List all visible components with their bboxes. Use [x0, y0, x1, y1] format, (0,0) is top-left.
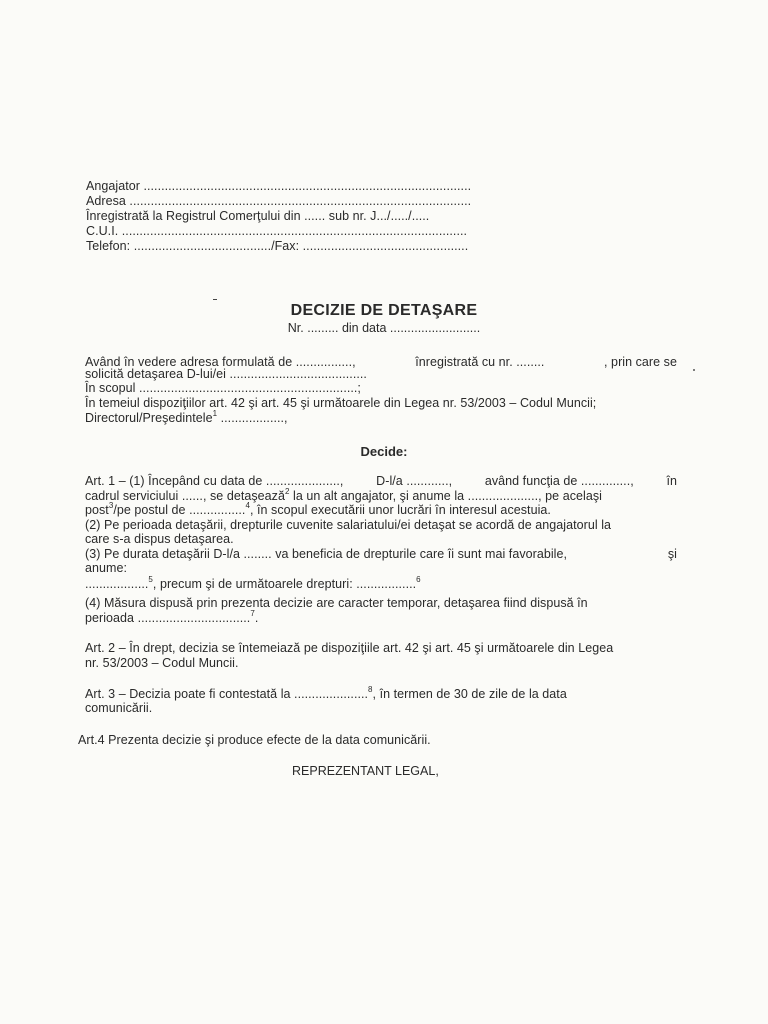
- director-blank: ..................,: [217, 411, 288, 425]
- header-registru: Înregistrată la Registrul Comerţului din ...... sub nr. J.../...../.....: [86, 209, 430, 223]
- document-title: DECIZIE DE DETAŞARE: [290, 302, 478, 319]
- art1-line-1: [85, 474, 677, 488]
- decide-heading: Decide:: [360, 444, 408, 459]
- art1-line-3-b: /pe postul de ................: [113, 503, 246, 517]
- header-angajator: Angajator .............................................................................................: [86, 179, 472, 193]
- art3-line-1-a: Art. 3 – Decizia poate fi contestată la .....................: [85, 687, 369, 701]
- art1-line-1-b: D-l/a ............,: [376, 474, 453, 488]
- footnote-1: 1: [212, 409, 218, 418]
- art1-line-7: anume:: [85, 561, 127, 575]
- document-number-date: Nr. ......... din data ..........................: [287, 321, 481, 335]
- art1-line-9: (4) Măsura dispusă prin prezenta decizie are caracter temporar, detaşarea fiind dispusă în: [85, 596, 588, 610]
- intro-line-2: solicită detaşarea D-lui/ei .......................................: [85, 367, 367, 381]
- art1-line-6-b: şi: [667, 547, 677, 561]
- intro-line-1-mid: înregistrată cu nr. ........: [415, 355, 545, 369]
- art3-line-1: [85, 687, 567, 701]
- art1-line-1-a: Art. 1 – (1) Începând cu data de .....................,: [85, 474, 344, 488]
- intro-line-1-left: Având în vedere adresa formulată de ................,: [85, 355, 356, 369]
- art1-line-10: [85, 611, 258, 625]
- footnote-4: 4: [245, 501, 250, 510]
- art1-line-8-b: , precum şi de următoarele drepturi: .................: [152, 577, 417, 591]
- scan-mark: [213, 299, 217, 300]
- art1-line-3-a: post: [85, 503, 109, 517]
- art1-line-4: (2) Pe perioada detaşării, drepturile cuvenite salariatului/ei detaşat se acordă de angajatorul la: [85, 518, 612, 532]
- art3-line-2: comunicării.: [85, 701, 153, 715]
- scan-mark: [693, 369, 695, 371]
- director-label: Directorul/Preşedintele: [85, 411, 213, 425]
- art1-line-8-a: ..................: [85, 577, 149, 591]
- art1-line-10-a: perioada ................................: [85, 611, 251, 625]
- footnote-5: 5: [148, 575, 153, 584]
- footnote-8: 8: [368, 685, 373, 694]
- art1-line-1-c: având funcţia de ..............,: [484, 474, 634, 488]
- legal-representative: REPREZENTANT LEGAL,: [292, 764, 439, 778]
- header-telefon: Telefon: ......................................./Fax: ...............................................: [86, 239, 469, 253]
- footnote-2: 2: [284, 487, 290, 496]
- art3-line-1-b: , în termen de 30 de zile de la data: [372, 687, 567, 701]
- footnote-7: 7: [250, 609, 255, 618]
- art1-line-6: [85, 547, 677, 561]
- art1-line-8: [85, 577, 421, 591]
- intro-line-3: În scopul ..............................................................;: [85, 381, 361, 395]
- footnote-6: 6: [416, 575, 421, 584]
- footnote-3: 3: [108, 501, 114, 510]
- art1-line-3-c: , în scopul executării unor lucrări în interesul acestuia.: [249, 503, 551, 517]
- art2-line-2: nr. 53/2003 – Codul Muncii.: [85, 656, 239, 670]
- header-cui: C.U.I. ..................................................................................................: [86, 224, 468, 238]
- art1-line-2-b: la un alt angajator, şi anume la ...................., pe acelaşi: [289, 489, 602, 503]
- art1-line-2-a: cadrul serviciului ......, se detaşează: [85, 489, 285, 503]
- art2-line-1: Art. 2 – În drept, decizia se întemeiază pe dispoziţiile art. 42 şi art. 45 şi următoarele din Legea: [85, 641, 614, 655]
- art1-line-2: [85, 489, 602, 503]
- header-adresa: Adresa .................................................................................................: [86, 194, 472, 208]
- art1-line-5: care s-a dispus detaşarea.: [85, 532, 234, 546]
- art1-line-10-b: .: [254, 611, 259, 625]
- art1-line-3: [85, 503, 551, 517]
- art4-line: Art.4 Prezenta decizie şi produce efecte de la data comunicării.: [78, 733, 431, 747]
- art1-line-6-a: (3) Pe durata detaşării D-l/a ........ va beneficia de drepturile care îi sunt mai favorabile,: [85, 547, 568, 561]
- intro-line-1-right: , prin care se: [604, 355, 677, 369]
- intro-line-4: În temeiul dispoziţiilor art. 42 şi art. 45 şi următoarele din Legea nr. 53/2003 – Codul Muncii;: [85, 396, 597, 410]
- art1-line-1-d: în: [666, 474, 677, 488]
- intro-line-5: [85, 411, 288, 425]
